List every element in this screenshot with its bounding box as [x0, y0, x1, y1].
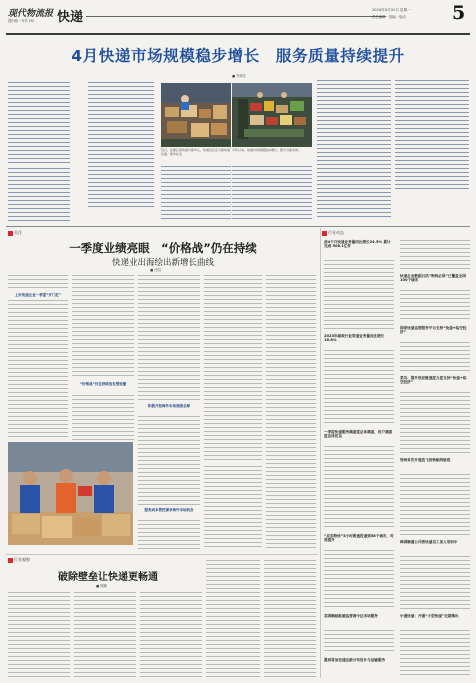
lead-bottom-rule — [6, 226, 470, 227]
lead-body-col-6 — [395, 80, 469, 190]
section-marker-icon — [8, 558, 13, 563]
lead-photo-caption-2: 今年以来，快递市场规模稳步增长。图为分拣车间。 — [232, 148, 302, 152]
brief-title-2: 2023年邮政行业寄递业务量同比增长16.8% — [324, 334, 385, 343]
brief-title-9: 韩国顺通公司将快递员工加入培训中 — [400, 540, 458, 544]
lead-body-col-1b — [8, 168, 70, 222]
brief-body-3 — [324, 446, 394, 530]
feature-photo-couriers — [8, 442, 133, 545]
feature-subhead-1: 上市快递企业一季度“开门红” — [14, 293, 62, 297]
section-marker-icon — [322, 231, 327, 236]
feature-byline: ■ 吕阳 — [150, 268, 161, 272]
watch-body-col-1 — [8, 592, 70, 678]
feature-subhead-4: 服务成本管控谋求海外市场机会 — [144, 508, 194, 512]
lead-body-col-5 — [317, 80, 391, 220]
paper-name: 现代物流报 — [8, 9, 54, 19]
briefs-panel — [322, 238, 472, 678]
watch-body-col-5 — [264, 560, 316, 678]
lead-photo-warehouse — [232, 83, 312, 147]
brief-title-6: 国家快递运营服务平台支持“快递+临空经济” — [400, 326, 467, 335]
watch-body-col-3 — [140, 592, 202, 678]
watch-body-col-2 — [74, 592, 136, 678]
feature-body-col-1 — [8, 275, 68, 291]
watch-headline: 破除壁垒让快递更畅通 — [58, 572, 158, 583]
feature-body-col-1b — [8, 300, 68, 440]
feature-bottom-rule — [6, 554, 318, 555]
brief-body-9 — [400, 556, 470, 610]
feature-headline: 一季度业绩亮眼 “价格战”仍在持续 — [69, 241, 257, 255]
lead-headline: 4月快递市场规模稳步增长 服务质量持续提升 — [71, 47, 405, 65]
lead-body-col-1 — [8, 82, 70, 164]
brief-title-3: 一季度快递服务满意度总体满意，用户满意度总体优良 — [324, 430, 393, 439]
brief-body-7 — [400, 392, 470, 454]
brief-title-12: 墨西哥加拉通达新分布设计与运输服务 — [324, 658, 386, 662]
brief-title-7: 菜鸟：提升供应链速度力度支持“快递+临空经济” — [400, 376, 467, 385]
brief-body-2 — [324, 350, 394, 426]
lead-byline: ■ 齐鸿庄 — [232, 74, 247, 78]
brief-title-5: 快递企业数据日活“物料必须”已覆盖全国100个城市 — [400, 274, 466, 283]
feature-subhead-3: 积极开拓海外市场放眼全球 — [148, 404, 190, 408]
section-marker-icon — [8, 231, 13, 236]
brief-title-8: 郑州首次开通直飞货物航线航班 — [400, 458, 451, 462]
watch-byline: ■ 郭鹏 — [96, 584, 107, 588]
section-tag-focus-label: 关注 — [14, 230, 22, 235]
brief-body-4 — [324, 550, 394, 610]
section-tag-industry-info-label: 行业动态 — [328, 230, 344, 235]
brief-body-1 — [324, 260, 394, 330]
feature-body-col-2 — [72, 275, 134, 379]
section-tag-industry-watch-label: 行业观察 — [14, 557, 30, 562]
brief-body-8 — [400, 474, 470, 536]
lead-photo-caption-1: 近日，在浙江某快递分拣中心，快递员正在分拣快递包裹。新华社发 — [161, 148, 231, 156]
editor-line: 责任编辑 · 美编 · 电话 — [372, 15, 406, 19]
section-tag-focus — [8, 230, 22, 236]
lead-body-col-2 — [88, 82, 154, 209]
feature-body-col-2b — [72, 395, 134, 440]
column-divider — [320, 228, 321, 678]
lead-body-col-3 — [161, 166, 231, 220]
watch-body-col-4 — [206, 560, 260, 678]
date-line: 2024年5月31日 星期一 — [372, 8, 411, 12]
brief-title-4: “京东特快”5小时极速投递到58个城市，时效提升 — [324, 534, 394, 543]
feature-body-col-5 — [266, 275, 316, 551]
brief-title-1: 前4个月快递业务量同比增长24.5% 累计完成 508.1亿件 — [324, 240, 391, 249]
masthead-bottom-rule — [6, 33, 470, 35]
issue-line: 国内统一刊号 CN — [8, 19, 34, 23]
lead-body-col-4 — [232, 166, 312, 220]
feature-subhead-2: “价格战”仍在持续但有望收缩 — [79, 382, 127, 386]
page-number: 5 — [452, 2, 466, 24]
brief-body-10 — [400, 630, 470, 676]
brief-body-5-lead — [400, 240, 470, 270]
feature-body-col-4b — [204, 466, 262, 550]
brief-title-10: 中通快递：开通“小型快递”定期推出 — [400, 614, 459, 618]
feature-body-col-3c — [138, 520, 200, 550]
lead-photo-packages — [161, 83, 231, 147]
section-title: 快递 — [57, 10, 84, 25]
feature-body-col-3 — [138, 275, 200, 401]
brief-body-5 — [400, 290, 470, 322]
feature-body-col-3b — [138, 416, 200, 506]
section-tag-industry-watch — [8, 557, 30, 563]
masthead — [0, 0, 476, 36]
section-tag-industry-info — [322, 230, 344, 236]
header-rule-icon — [86, 16, 386, 17]
feature-body-col-4 — [204, 275, 262, 463]
brief-body-6 — [400, 342, 470, 372]
brief-title-11: 美国顺邮能源运营商中达市场服务 — [324, 614, 378, 618]
brief-body-11 — [324, 630, 394, 654]
feature-subheading: 快递业出海绘出新增长曲线 — [111, 258, 214, 268]
